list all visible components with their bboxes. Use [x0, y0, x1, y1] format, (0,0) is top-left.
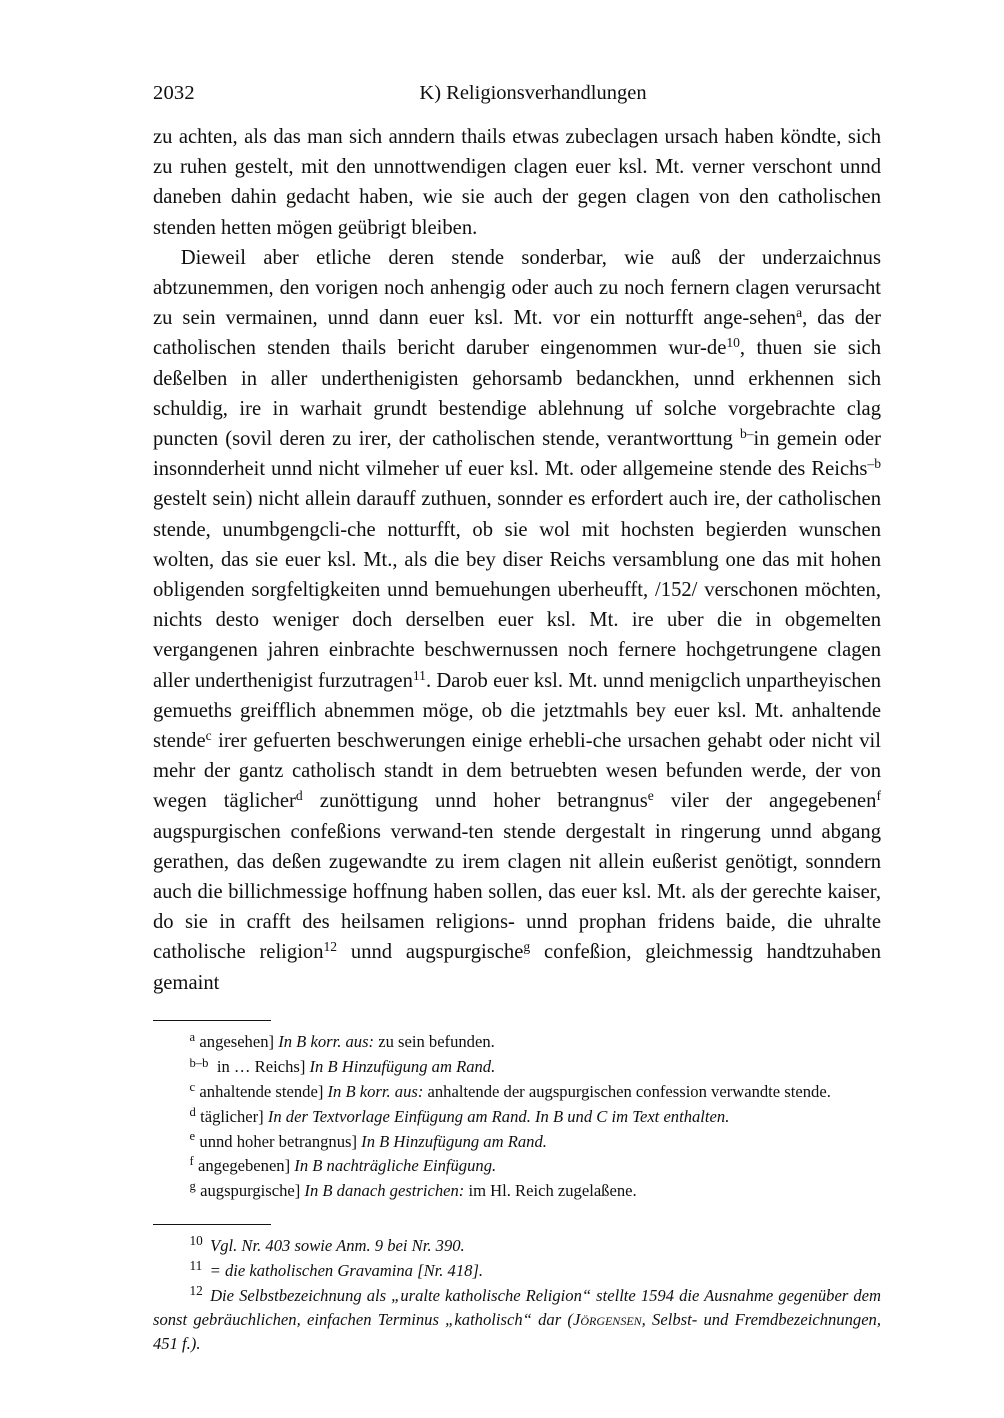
footnote-text-12-after: , Selbst- und Fremdbezeichnungen, 451 f.). [153, 1309, 882, 1354]
note-marker-b-close: –b [867, 456, 881, 472]
apparatus-rest-a: zu sein befunden. [374, 1031, 495, 1051]
paragraph-2-part-11: unnd augspurgische [337, 941, 524, 964]
note-marker-a: a [796, 305, 803, 321]
apparatus-italic-e: In B Hinzufügung am Rand. [357, 1131, 547, 1151]
apparatus-note-a [153, 1030, 881, 1054]
footnote-divider-rule [153, 1224, 271, 1225]
footnote-citation-author: Jörgensen [572, 1309, 642, 1329]
note-marker-c: c [205, 728, 212, 743]
apparatus-rest-g: im Hl. Reich zugelaßene. [464, 1181, 637, 1201]
apparatus-note-d [153, 1105, 881, 1129]
page-content [153, 72, 881, 1357]
footnote-10 [153, 1234, 881, 1258]
paragraph-2-part-2: , das der catholischen stenden thails bericht daruber eingenommen wur-de [153, 307, 881, 360]
footnote-12 [153, 1284, 881, 1357]
footnote-text-11: = die katholischen Gravamina [Nr. 418]. [209, 1260, 484, 1280]
footnote-text-10: Vgl. Nr. 403 sowie Anm. 9 bei Nr. 390. [210, 1235, 465, 1255]
paragraph-dieweil [153, 243, 881, 998]
apparatus-note-g [153, 1179, 881, 1203]
footnote-section [153, 1224, 881, 1357]
paragraph-2-part-6: . Darob euer ksl. Mt. unnd menigclich unpartheyischen gemueths greifflich abnemmen möge, ob die jetztmahls bey euer ksl. Mt. anhaltende stende [153, 669, 881, 753]
apparatus-note-c [153, 1080, 881, 1104]
apparatus-italic-f: In B nachträgliche Einfügung. [290, 1156, 497, 1176]
apparatus-divider-rule [153, 1020, 271, 1021]
page-number: 2032 [153, 82, 195, 104]
footnote-number-10: 10 [189, 1233, 203, 1249]
apparatus-sigil-g: g [189, 1179, 196, 1194]
footnote-number-11: 11 [189, 1258, 203, 1274]
note-marker-12: 12 [323, 939, 338, 955]
apparatus-note-b [153, 1055, 881, 1079]
note-marker-11: 11 [412, 667, 426, 683]
paragraph-continuation [153, 122, 881, 243]
note-marker-b-open: b– [739, 425, 754, 441]
apparatus-italic-a: In B korr. aus: [274, 1031, 375, 1051]
running-title: K) Religionsverhandlungen [419, 82, 647, 104]
apparatus-italic-g: In B danach gestrichen: [300, 1181, 465, 1201]
apparatus-sigil-c: c [189, 1079, 196, 1094]
apparatus-italic-d: In der Textvorlage Einfügung am Rand. In B und C im Text enthalten. [263, 1106, 730, 1126]
paragraph-2-part-10: augspurgischen confeßions verwand-ten stende dergestalt in ringerung unnd abgang gerathen, das deßen zugewandte zu irem clagen nit allein eußerist genötigt, sonndern auch die billichmessige hoffnung haben sollen, das euer ksl. Mt. als der gerechte kaiser, do sie in crafft des heilsamen religions- unnd prophan fridens baide, die uhralte catholische religion [153, 820, 881, 964]
note-marker-g: g [523, 939, 531, 955]
critical-apparatus [153, 1020, 881, 1204]
paragraph-2-part-7: irer gefuerten beschwerungen einige erhebli-che ursachen gehabt oder nicht vil mehr der gantz catholisch standt in dem betruebten wesen befunden werde, der von wegen täglicher [153, 730, 881, 813]
footnote-11 [153, 1259, 881, 1283]
paragraph-2-part-5: gestelt sein) nicht allein darauff zuthuen, sonnder es erfordert auch ire, der catholischen stende, unumbgengcli-che notturfft, ob sie wol mit hochsten begierden wunschen wolten, das sie euer ksl. Mt., als die bey diser Reichs versamblung one das mit hohen obligenden sorgfeltigkeiten unnd bemuehungen uberheufft, /152/ verschonen möchten, nichts desto weniger doch derselben euer ksl. Mt. ire uber die in obgemelten vergangenen jahren einbrachte beschwernussen noch fernere hochgetrungene clagen aller underthenigist furzutragen [153, 488, 881, 692]
apparatus-italic-c: In B korr. aus: [323, 1081, 424, 1101]
apparatus-rest-c: anhaltende der augspurgischen confession verwandte stende. [423, 1081, 831, 1101]
footnote-number-12: 12 [189, 1282, 203, 1298]
paragraph-2-part-8: zunöttigung unnd hoher betrangnus [302, 790, 648, 813]
apparatus-lemma-b: in … Reichs] [212, 1056, 306, 1076]
paragraph-2-part-12: confeßion, gleichmessig handtzuhaben gemaint [153, 941, 881, 994]
apparatus-sigil-b: b–b [189, 1055, 209, 1070]
footnote-text-12-before: Die Selbstbezeichnung als „uralte katholische Religion“ stellte 1594 die Ausnahme gegenüber dem sonst gebräuchlichen, einfachen Terminus „katholisch“ dar ( [153, 1285, 881, 1329]
apparatus-sigil-d: d [189, 1104, 196, 1119]
apparatus-sigil-f: f [189, 1154, 194, 1169]
apparatus-sigil-a: a [189, 1029, 196, 1044]
running-head [153, 72, 881, 114]
apparatus-note-e [153, 1130, 881, 1154]
paragraph-2-part-4: in gemein oder insonnderheit unnd nicht vilmeher uf euer ksl. Mt. oder allgemeine stende des Reichs [153, 428, 881, 481]
apparatus-lemma-d: täglicher] [200, 1106, 264, 1126]
apparatus-lemma-g: augspurgische] [200, 1181, 301, 1201]
apparatus-lemma-a: angesehen] [199, 1031, 275, 1051]
note-marker-f: f [876, 788, 882, 804]
apparatus-sigil-e: e [189, 1129, 196, 1144]
apparatus-lemma-c: anhaltende stende] [199, 1081, 324, 1101]
paragraph-2-part-3: , thuen sie sich deßelben in aller underthenigisten gehorsamb bedanckhen, unnd erkhennen sich schuldig, ire in warhait grundt bestendige ablehnung uf solche vorgebrachte clag puncten (sovil deren zu irer, der catholischen stende, verantworttung [153, 337, 881, 451]
apparatus-lemma-e: unnd hoher betrangnus] [199, 1131, 358, 1151]
paragraph-1-text: zu achten, als das man sich anndern thails etwas zubeclagen ursach haben köndte, sich zu ruhen gestelt, mit den unnottwendigen clagen euer ksl. Mt. verner verschont unnd daneben dahin gedacht haben, wie sie auch der gegen clagen von den catholischen stenden hetten mögen geübrigt bleiben. [153, 126, 881, 239]
apparatus-italic-b: In B Hinzufügung am Rand. [305, 1056, 496, 1076]
note-marker-10: 10 [726, 335, 740, 351]
apparatus-lemma-f: angegebenen] [198, 1156, 291, 1176]
paragraph-2-part-9: viler der angegebenen [653, 790, 877, 813]
body-text [153, 122, 881, 998]
paragraph-2-part-1: Dieweil aber etliche deren stende sonderbar, wie auß der underzaichnus abtzunemmen, den vorigen noch anhengig oder auch zu noch fernern clagen verursacht zu sein vermainen, unnd dann euer ksl. Mt. vor ein notturfft ange-sehen [153, 246, 881, 330]
apparatus-note-f [153, 1154, 881, 1178]
note-marker-e: e [647, 788, 654, 804]
note-marker-d: d [295, 788, 303, 804]
